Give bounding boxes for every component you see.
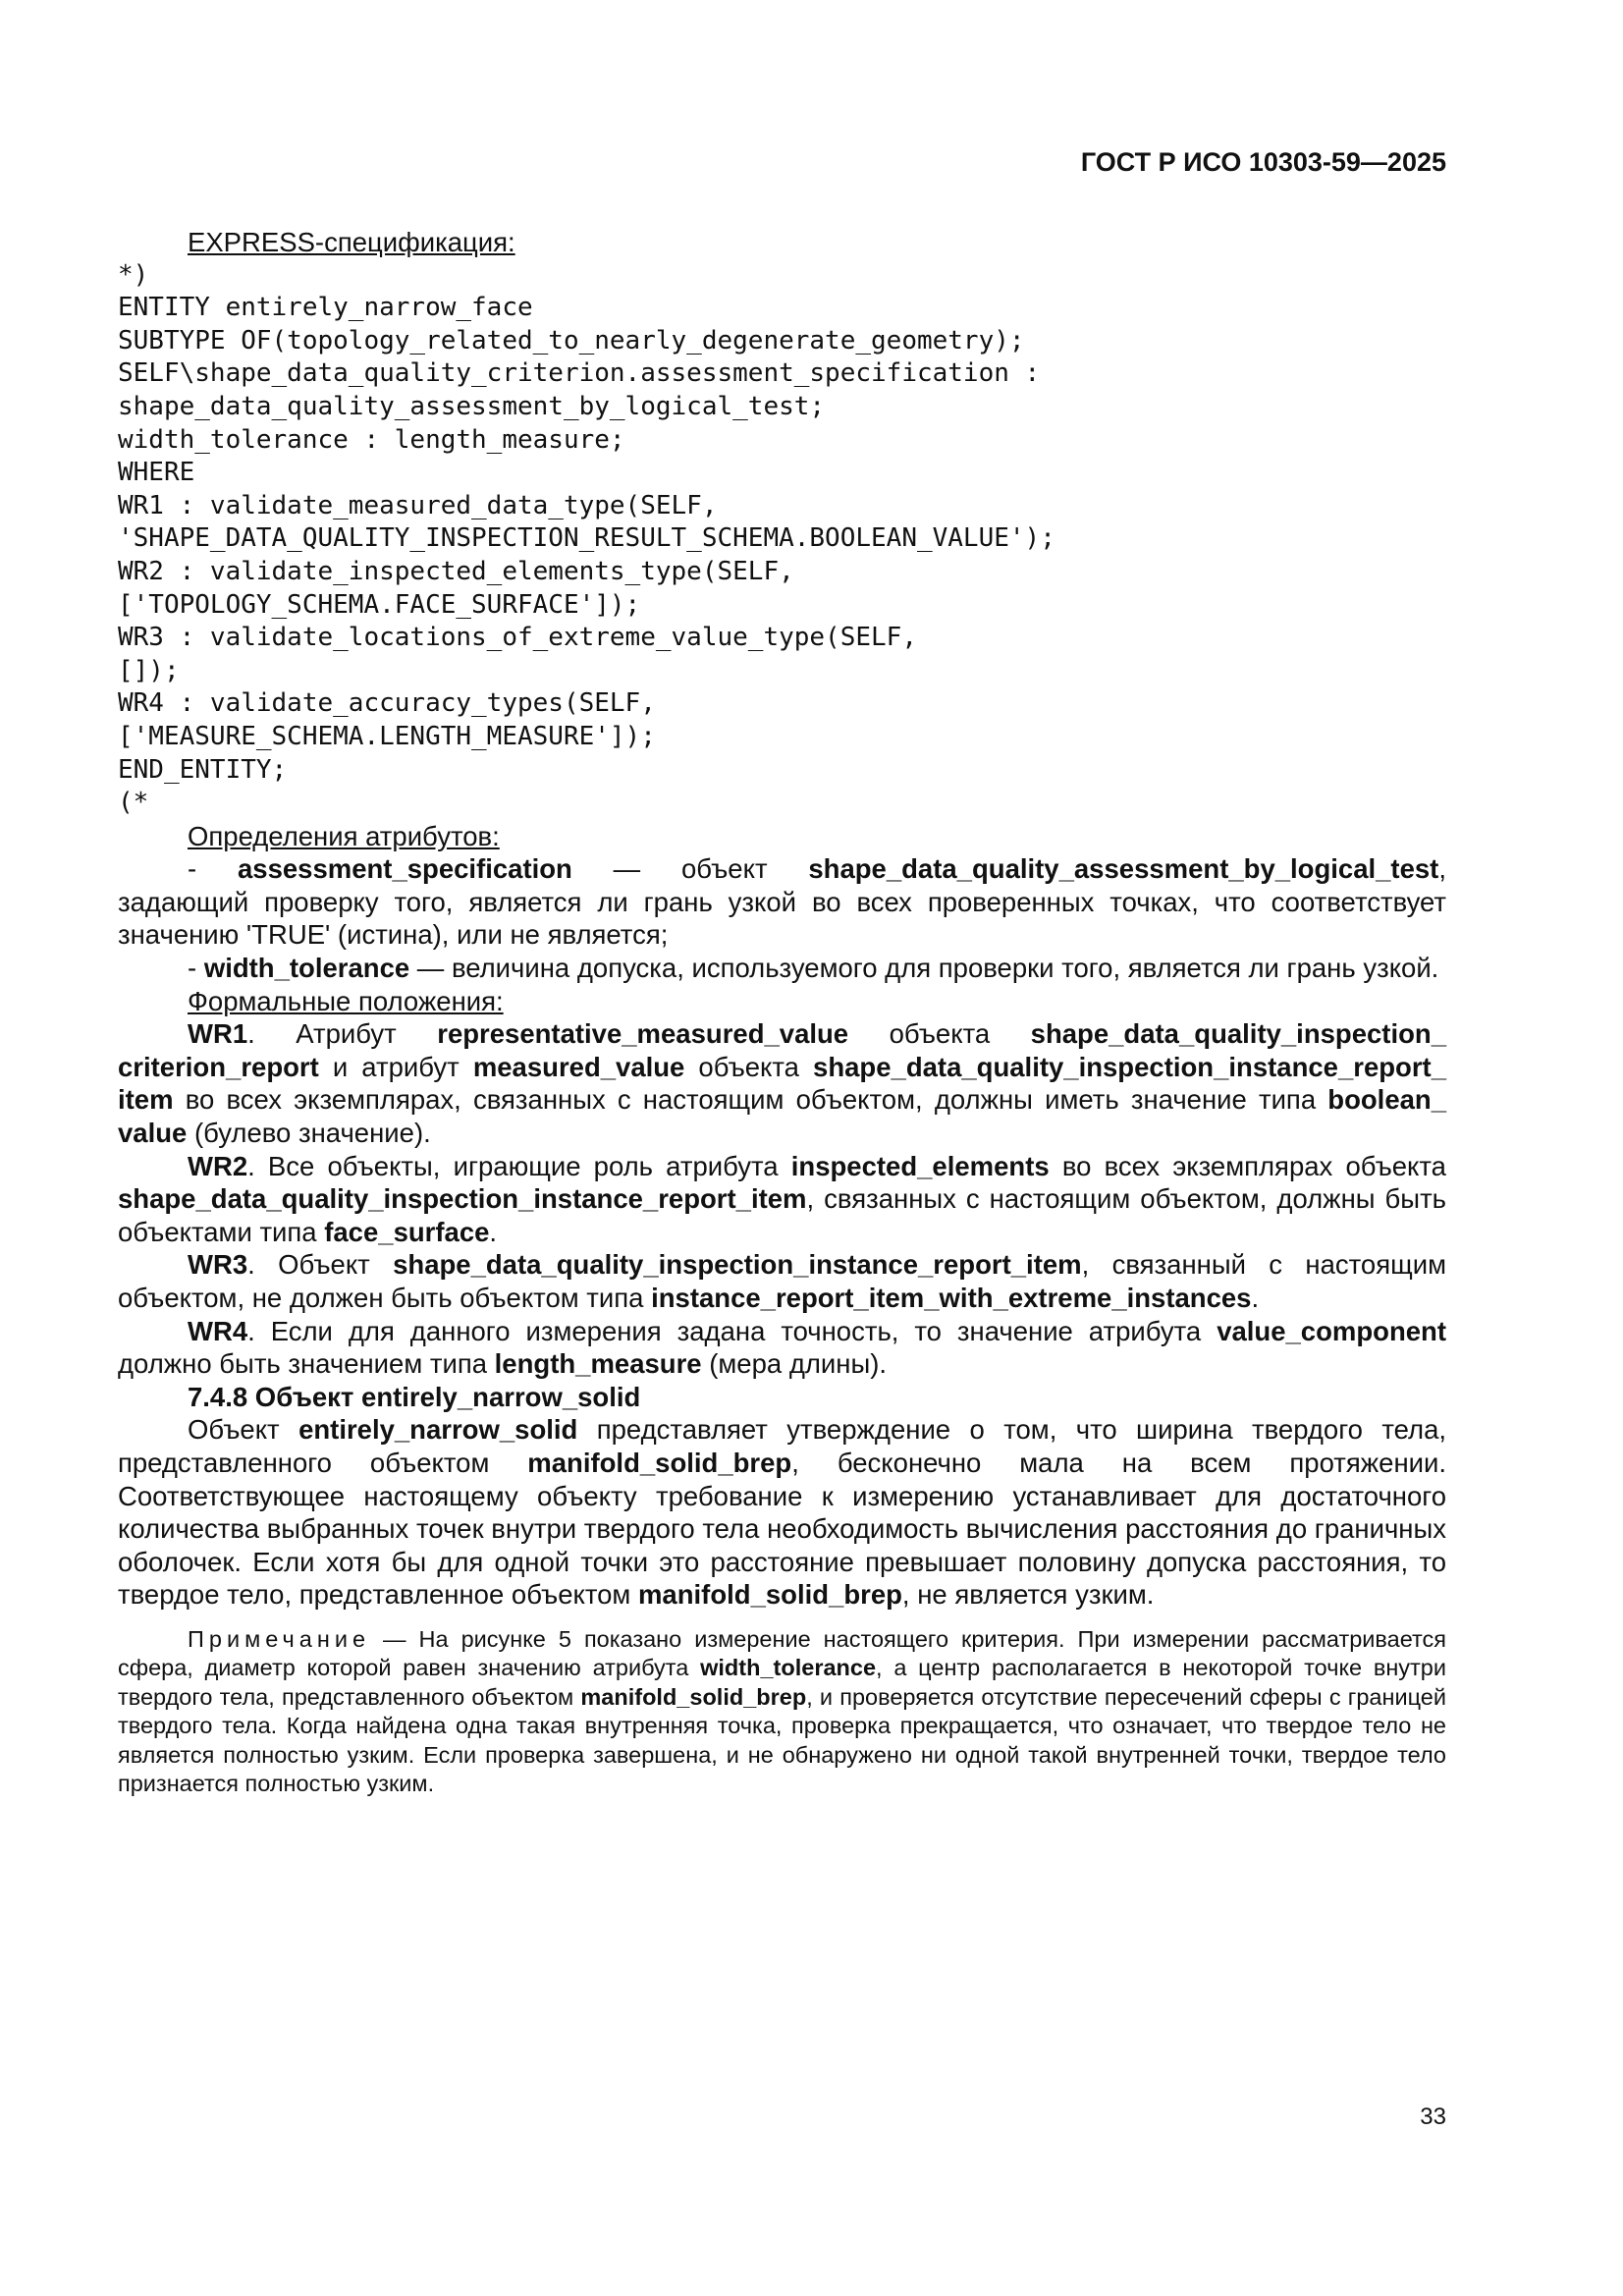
text-run: , связанных с настоящим объектом, должны быть объектами типа [118, 1183, 1446, 1247]
code-line: WR3 : validate_locations_of_extreme_value_type(SELF, [118, 623, 917, 653]
code-line: []); [118, 655, 180, 685]
code-line: WR4 : validate_accuracy_types(SELF, [118, 688, 656, 719]
entity-ref: face_surface [324, 1216, 490, 1247]
text-run: и атрибут [318, 1051, 473, 1082]
entity-ref: shape_data_quality_inspection_instance_report_item [393, 1249, 1082, 1281]
note-label: Примечание [188, 1625, 371, 1652]
text-run: . [1251, 1283, 1260, 1313]
code-line: END_ENTITY; [118, 754, 288, 785]
code-line: 'SHAPE_DATA_QUALITY_INSPECTION_RESULT_SCHEMA.BOOLEAN_VALUE'); [118, 523, 1055, 554]
code-line: width_tolerance : length_measure; [118, 424, 625, 455]
text-run: , задающий проверку того, является ли грань узкой во всех проверенных точках, что соответствует значению 'TRUE' (истина), или не является; [118, 853, 1446, 951]
entity-ref: shape_data_quality_inspection_instance_report_item [118, 1183, 807, 1215]
text-run: , а центр располагается в некоторой точке внутри твердого тела, представленного объектом [118, 1655, 1447, 1710]
text-run: (мера длины). [701, 1348, 888, 1380]
rule-wr4 [118, 1315, 1446, 1381]
entity-ref: instance_report_item_with_extreme_instances [651, 1283, 1252, 1313]
express-code-block [118, 259, 1446, 820]
section-paragraph [118, 1413, 1446, 1612]
section-heading: 7.4.8 Объект entirely_narrow_solid [188, 1381, 641, 1412]
code-line: *) [118, 259, 149, 290]
page-content [118, 226, 1446, 1799]
attribute-name: assessment_specification [237, 853, 572, 885]
text-run: объекта [848, 1018, 1031, 1050]
attributes-heading: Определения атрибутов: [188, 820, 500, 851]
entity-ref: shape_data_quality_inspection_ criterion_report [118, 1018, 1446, 1082]
code-line: shape_data_quality_assessment_by_logical_test; [118, 391, 826, 421]
attribute-width-tolerance [118, 952, 1446, 985]
text-run: во всех экземплярах объекта [1049, 1150, 1446, 1181]
text-run: , связанный с настоящим объектом, не должен быть объектом типа [118, 1249, 1446, 1313]
entity-ref: shape_data_quality_assessment_by_logical_test [808, 853, 1439, 885]
entity-ref: entirely_narrow_solid [298, 1414, 578, 1446]
text-run: — объект [571, 853, 809, 885]
document-header: ГОСТ Р ИСО 10303-59—2025 [1080, 147, 1446, 177]
text-run: должно быть значением типа [118, 1348, 495, 1380]
rules-heading: Формальные положения: [188, 985, 504, 1016]
page-number: 33 [1420, 2104, 1446, 2130]
code-line: ['MEASURE_SCHEMA.LENGTH_MEASURE']); [118, 721, 656, 751]
rule-label: WR4 [188, 1315, 248, 1346]
text-run: объекта [684, 1051, 814, 1082]
entity-ref: manifold_solid_brep [580, 1683, 807, 1710]
entity-ref: value_component [1217, 1315, 1446, 1346]
code-line: WHERE [118, 458, 195, 488]
text-run: , не является узким. [901, 1579, 1155, 1611]
entity-ref: boolean_ value [118, 1084, 1446, 1149]
text-run: . Объект [247, 1249, 394, 1281]
text-run: . Если для данного измерения задана точность, то значение атрибута [247, 1315, 1217, 1346]
attribute-assessment-specification [118, 852, 1446, 952]
text-run: (булево значение). [187, 1118, 431, 1149]
express-heading: EXPRESS-спецификация: [188, 227, 515, 257]
entity-ref: inspected_elements [790, 1150, 1050, 1181]
entity-ref: width_tolerance [700, 1655, 877, 1681]
entity-ref: length_measure [494, 1348, 702, 1380]
text-run: во всех экземплярах, связанных с настоящим объектом, должны иметь значение типа [173, 1084, 1328, 1116]
rule-label: WR1 [188, 1018, 248, 1050]
text-run: , бесконечно мала на всем протяжении. Соответствующее настоящему объекту требование к измерению устанавливает для достаточного количества выбранных точек внутри твердого тела необходимость вычисления расстояния до граничных оболочек. Если хотя бы для одной точки это расстояние превышает половину допуска расстояния, то твердое тело, представленное объектом [118, 1447, 1446, 1611]
entity-ref: shape_data_quality_inspection_instance_report_ item [118, 1051, 1446, 1116]
list-dash: - [188, 853, 238, 885]
code-line: WR1 : validate_measured_data_type(SELF, [118, 490, 718, 520]
entity-ref: manifold_solid_brep [637, 1579, 902, 1611]
entity-ref: representative_measured_value [437, 1018, 849, 1050]
code-line: WR2 : validate_inspected_elements_type(SELF, [118, 556, 794, 586]
text-run: . Все объекты, играющие роль атрибута [247, 1150, 791, 1181]
entity-ref: measured_value [472, 1051, 685, 1082]
code-line: (* [118, 788, 149, 818]
code-line: SUBTYPE OF(topology_related_to_nearly_degenerate_geometry); [118, 325, 1025, 355]
code-line: ENTITY entirely_narrow_face [118, 293, 533, 323]
code-line: ['TOPOLOGY_SCHEMA.FACE_SURFACE']); [118, 589, 641, 620]
rule-label: WR2 [188, 1150, 248, 1181]
list-dash: - [188, 953, 204, 984]
text-run: , и проверяется отсутствие пересечений сферы с границей твердого тела. Когда найдена одна такая внутренняя точка, проверка прекращается, что означает, что твердое тело не является полностью узким. Если проверка завершена, и не обнаружено ни одной такой внутренней точки, твердое тело признается полностью узким. [118, 1683, 1446, 1797]
rule-wr2 [118, 1150, 1446, 1249]
text-run: — На рисунке 5 показано измерение настоящего критерия. При измерении рассматривается сфера, диаметр которой равен значению атрибута [118, 1625, 1446, 1681]
note-paragraph [118, 1625, 1446, 1799]
text-run: . [489, 1216, 498, 1247]
text-run: Объект [188, 1414, 299, 1446]
rule-wr1 [118, 1017, 1446, 1149]
rule-label: WR3 [188, 1249, 248, 1281]
text-run: . Атрибут [247, 1018, 438, 1050]
text-run: представляет утверждение о том, что ширина твердого тела, представленного объектом [118, 1414, 1446, 1478]
attribute-name: width_tolerance [203, 953, 410, 984]
entity-ref: manifold_solid_brep [527, 1447, 792, 1478]
text-run: — величина допуска, используемого для проверки того, является ли грань узкой. [409, 953, 1439, 984]
code-line: SELF\shape_data_quality_criterion.assessment_specification : [118, 358, 1041, 389]
rule-wr3 [118, 1248, 1446, 1314]
